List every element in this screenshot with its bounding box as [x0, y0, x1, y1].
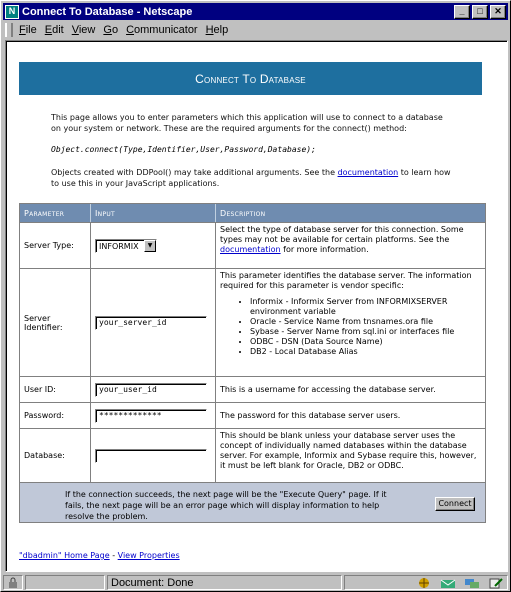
database-label: Database: [24, 451, 65, 460]
password-description: The password for this database server users. [215, 403, 485, 428]
header-input: Input [90, 204, 215, 222]
status-text: Document: Done [107, 575, 342, 590]
intro-text-2 [51, 167, 461, 189]
parameters-table [19, 203, 486, 523]
intro-paragraph: This page allows you to enter parameters which this application will use to connect to a database on your system or network. These are the required arguments for the connect() method: [51, 113, 443, 133]
home-page-link[interactable]: "dbadmin" Home Page [19, 551, 110, 560]
minimize-button[interactable]: _ [454, 5, 470, 19]
window-title: Connect To Database - Netscape [22, 5, 193, 18]
server-type-desc-prefix: Select the type of database server for this connection. Some types may not be available for certain platforms. See the [220, 225, 464, 244]
menu-edit[interactable]: Edit [44, 23, 64, 36]
navigator-icon[interactable] [416, 577, 432, 589]
user-id-field[interactable]: your_user_id [95, 383, 207, 397]
user-id-description: This is a username for accessing the database server. [215, 377, 485, 402]
intro-text [51, 112, 451, 134]
password-label: Password: [24, 411, 65, 420]
server-type-documentation-link[interactable]: documentation [220, 245, 281, 254]
server-identifier-desc: This parameter identifies the database server. The information required for this parameter is vendor specific: [220, 271, 472, 290]
server-identifier-input-cell [90, 269, 215, 376]
link-separator: - [109, 551, 118, 560]
menu-view[interactable]: View [71, 23, 96, 36]
bottom-links [19, 551, 180, 560]
title-bar[interactable] [3, 3, 508, 20]
password-input-cell [90, 403, 215, 428]
password-field[interactable]: ************* [95, 409, 207, 423]
code-signature: Object.connect(Type,Identifier,User,Password,Database); [51, 145, 316, 154]
composer-icon[interactable] [488, 577, 504, 589]
header-description: Description [215, 204, 485, 222]
page-title: Connect To Database [195, 71, 306, 86]
table-row-database [20, 428, 485, 482]
menu-bar [3, 21, 508, 38]
table-row-server-type [20, 222, 485, 268]
user-id-label: User ID: [24, 385, 56, 394]
server-type-value: INFORMIX [99, 241, 139, 251]
server-type-select[interactable] [95, 239, 157, 253]
list-item: • Informix - Informix Server from INFORMIXSERVER environment variable [250, 297, 481, 317]
close-button[interactable]: ✕ [490, 5, 506, 19]
database-field[interactable] [95, 449, 207, 463]
list-item: • Oracle - Service Name from tnsnames.ora file [250, 317, 481, 327]
vendor-list [220, 297, 481, 357]
table-footer-row [20, 482, 485, 522]
list-item: • Sybase - Server Name from sql.ini or interfaces file [250, 327, 481, 337]
table-row-server-identifier [20, 268, 485, 376]
maximize-button[interactable]: □ [472, 5, 488, 19]
server-identifier-label: Server Identifier: [24, 313, 63, 332]
user-id-input-cell [90, 377, 215, 402]
window-controls [454, 5, 506, 19]
server-type-description [215, 223, 485, 268]
server-type-desc-suffix: for more information. [280, 245, 369, 254]
list-item: • DB2 - Local Database Alias [250, 347, 481, 357]
chevron-down-icon[interactable]: ▼ [144, 240, 156, 252]
progress-indicator [25, 575, 105, 590]
view-properties-link[interactable]: View Properties [117, 551, 180, 560]
menu-help[interactable]: Help [205, 23, 229, 36]
connect-button[interactable]: Connect [435, 497, 475, 511]
menu-communicator[interactable]: Communicator [126, 23, 198, 36]
menu-file[interactable]: File [19, 23, 37, 36]
intro2-prefix: Objects created with DDPool() may take additional arguments. See the [51, 168, 338, 177]
intro2-suffix: to learn how to use this in your JavaScript applications. [51, 168, 451, 188]
table-row-password [20, 402, 485, 428]
server-identifier-description [215, 269, 485, 376]
database-input-cell [90, 429, 215, 482]
server-type-label: Server Type: [24, 241, 74, 250]
table-header-row [20, 204, 485, 222]
database-description: This should be blank unless your database server uses the concept of individually named databases within the database server. For example, Informix and Sybase require this, however, it must be left blank for Oracle, DB2 or ODBC. [215, 429, 485, 482]
security-lock-icon[interactable] [3, 575, 23, 590]
header-parameter: Parameter [24, 208, 65, 218]
server-type-input-cell [90, 223, 215, 268]
page-viewport [5, 40, 508, 572]
documentation-link[interactable]: documentation [337, 168, 399, 177]
server-identifier-field[interactable]: your_server_id [95, 316, 207, 330]
table-row-user-id [20, 376, 485, 402]
page-header-banner [19, 62, 482, 95]
menu-go[interactable]: Go [103, 23, 119, 36]
toolbar-grip[interactable] [5, 23, 13, 37]
mailbox-icon[interactable] [440, 577, 456, 589]
netscape-icon: N [5, 5, 19, 19]
component-bar [344, 575, 508, 590]
status-bar [3, 574, 508, 591]
footer-note: If the connection succeeds, the next page will be the "Execute Query" page. If it fails, the next page will be an error page which will display information to help resolve the problem. [65, 490, 387, 521]
list-item: • ODBC - DSN (Data Source Name) [250, 337, 481, 347]
discussion-groups-icon[interactable] [464, 577, 480, 589]
